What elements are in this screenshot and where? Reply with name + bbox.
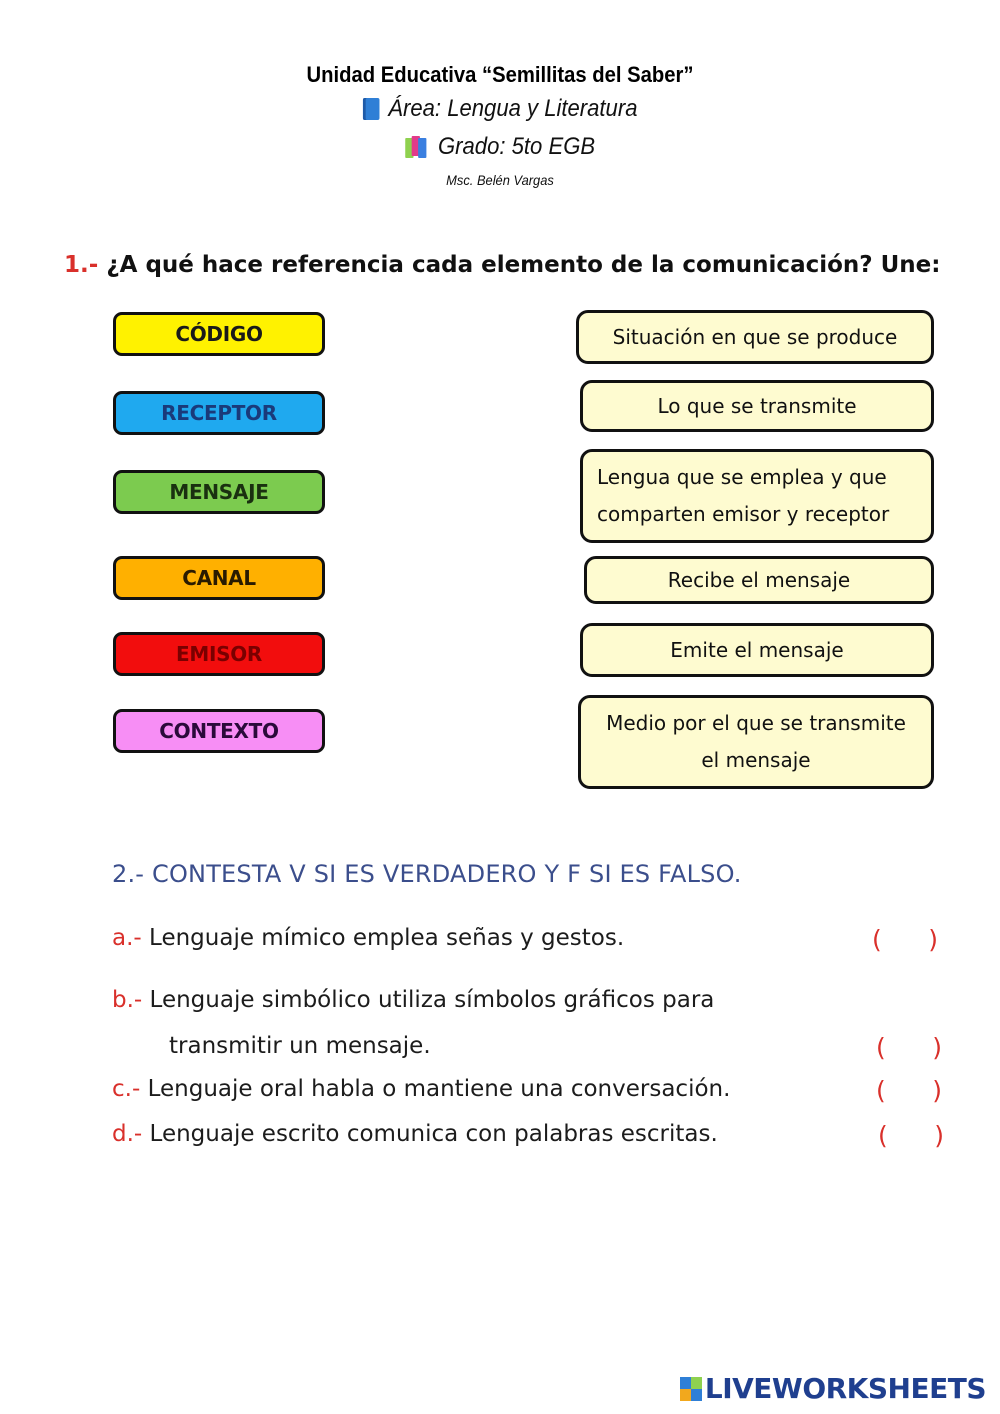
statement-b-text: Lenguaje simbólico utiliza símbolos gráficos para [149,987,715,1013]
definition-lengua-line1: Lengua que se emplea y que [597,465,887,489]
statement-a-text: Lenguaje mímico emplea señas y gestos. [149,925,625,951]
definition-medio-line1: Medio por el que se transmite [606,711,906,735]
answer-slot-a[interactable] [872,925,938,954]
grade-line [40,128,960,166]
definition-emite[interactable]: Emite el mensaje [580,623,934,677]
statement-d-letter: d.- [112,1121,143,1147]
paren-close: ) [932,1076,942,1105]
statement-d [112,1121,718,1147]
statement-b [112,987,714,1013]
paren-close: ) [934,1121,944,1150]
statement-c-letter: c.- [112,1076,141,1102]
definition-recibe[interactable]: Recibe el mensaje [584,556,934,604]
statement-a-letter: a.- [112,925,142,951]
question-1-title [64,252,940,278]
definition-situacion[interactable]: Situación en que se produce [576,310,934,364]
school-name: Unidad Educativa “Semillitas del Saber” [306,62,694,87]
definition-lo-que-se-transmite[interactable]: Lo que se transmite [580,380,934,432]
definition-lengua[interactable] [580,449,934,543]
element-contexto[interactable]: CONTEXTO [113,709,325,753]
books-icon [405,136,429,158]
blue-book-icon [363,98,380,120]
statement-d-text: Lenguaje escrito comunica con palabras escritas. [149,1121,718,1147]
paren-close: ) [932,1033,942,1062]
paren-open: ( [872,925,882,954]
liveworksheets-logo-icon [680,1377,702,1401]
paren-close: ) [928,925,938,954]
definition-medio-line2: el mensaje [701,748,811,772]
definition-medio[interactable] [578,695,934,789]
statement-c [112,1076,730,1102]
element-canal[interactable]: CANAL [113,556,325,600]
element-emisor[interactable]: EMISOR [113,632,325,676]
area-line [40,90,960,128]
definition-lengua-line2: comparten emisor y receptor [597,502,890,526]
statement-b-letter: b.- [112,987,143,1013]
paren-open: ( [876,1076,886,1105]
statement-b-continuation: transmitir un mensaje. [169,1033,431,1059]
statement-a [112,925,624,951]
logo-text: LIVEWORKSHEETS [704,1372,986,1405]
answer-slot-c[interactable] [876,1076,942,1105]
worksheet-header [0,60,1000,188]
area-label: Área: Lengua y Literatura [388,95,638,122]
answer-slot-b[interactable] [876,1033,942,1062]
statement-c-text: Lenguaje oral habla o mantiene una conversación. [147,1076,731,1102]
answer-slot-d[interactable] [878,1121,944,1150]
question-1-number: 1.- [64,252,99,278]
element-codigo[interactable]: CÓDIGO [113,312,325,356]
grade-label: Grado: 5to EGB [438,133,596,160]
question-2-title: 2.- CONTESTA V SI ES VERDADERO Y F SI ES FALSO. [112,860,742,888]
question-1-text: ¿A qué hace referencia cada elemento de la comunicación? Une: [106,252,941,278]
element-receptor[interactable]: RECEPTOR [113,391,325,435]
paren-open: ( [876,1033,886,1062]
liveworksheets-logo[interactable] [680,1372,986,1405]
paren-open: ( [878,1121,888,1150]
element-mensaje[interactable]: MENSAJE [113,470,325,514]
teacher-name: Msc. Belén Vargas [446,172,554,188]
